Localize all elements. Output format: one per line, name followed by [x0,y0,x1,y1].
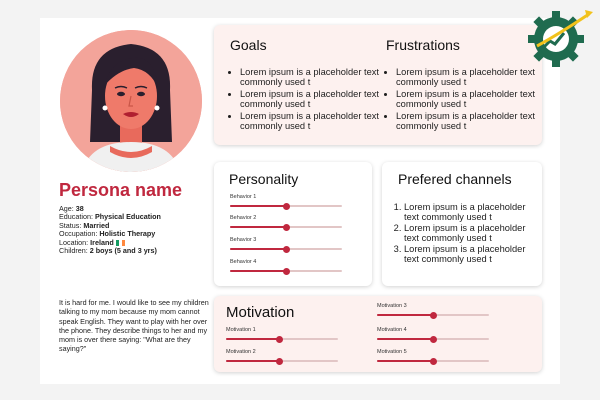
slider-label: Motivation 5 [377,349,407,355]
list-item: • Lorem ipsum is a placeholder text commonly used t [240,111,380,132]
slider-1[interactable] [230,194,342,207]
woman-portrait-icon [60,30,202,172]
slider-knob[interactable] [430,312,437,319]
slider-knob[interactable] [283,203,290,210]
slider-label: Behavior 1 [230,194,257,200]
slider-fill [230,270,286,272]
slider-fill [226,338,280,340]
list-item: • Lorem ipsum is a placeholder text commonly used t [396,89,536,110]
slider-fill [377,314,433,316]
frustrations-list [386,67,536,132]
list-item: • Lorem ipsum is a placeholder text commonly used t [240,67,380,88]
motivation-title: Motivation [226,304,295,321]
persona-avatar [60,30,202,172]
slider-knob[interactable] [276,336,283,343]
slider-label: Motivation 2 [226,349,256,355]
list-item: • Lorem ipsum is a placeholder text commonly used t [396,67,536,88]
slider-fill [377,338,433,340]
slider-2[interactable] [226,349,338,362]
channels-list [390,202,536,265]
slider-knob[interactable] [283,268,290,275]
slider-knob[interactable] [430,358,437,365]
slider-3[interactable] [230,237,342,250]
slider-5[interactable] [377,349,489,362]
fact-age: Age: 38 [59,204,84,213]
slider-track[interactable] [230,270,342,272]
slider-fill [230,226,286,228]
channels-card [382,162,542,286]
slider-track[interactable] [377,314,489,316]
logo [523,6,595,68]
slider-fill [230,248,286,250]
slider-fill [377,360,433,362]
slider-track[interactable] [377,360,489,362]
list-item: 1. Lorem ipsum is a placeholder text commonly used t [404,202,536,223]
list-item: • Lorem ipsum is a placeholder text commonly used t [240,89,380,110]
fact-status: Status: Married [59,220,110,230]
slider-knob[interactable] [430,336,437,343]
slider-label: Motivation 3 [377,303,407,309]
personality-card [214,162,372,286]
personality-title: Personality [229,171,299,187]
channels-title: Prefered channels [398,171,512,187]
persona-name: Persona name [59,180,183,200]
slider-knob[interactable] [283,224,290,231]
motivation-card [214,296,542,372]
slider-2[interactable] [230,215,342,228]
slider-fill [230,205,286,207]
slider-track[interactable] [230,205,342,207]
goals-title: Goals [230,37,267,53]
slider-track[interactable] [226,338,338,340]
gear-chart-logo-icon [523,6,595,68]
slider-knob[interactable] [276,358,283,365]
fact-children: Children: 2 boys (5 and 3 yrs) [59,246,157,256]
fact-education: Education: Physical Education [59,212,161,222]
persona-facts [59,205,209,255]
slider-track[interactable] [226,360,338,362]
goals-frustrations-card [214,25,542,145]
slider-label: Behavior 4 [230,259,257,265]
goals-list [230,67,380,132]
slider-1[interactable] [226,327,338,340]
fact-location: Location: Ireland [59,239,209,247]
slider-label: Motivation 1 [226,327,256,333]
slider-track[interactable] [230,226,342,228]
slider-3[interactable] [377,303,489,316]
slider-label: Behavior 2 [230,215,257,221]
slider-fill [226,360,280,362]
slider-4[interactable] [230,259,342,272]
list-item: • Lorem ipsum is a placeholder text commonly used t [396,111,536,132]
list-item: 3. Lorem ipsum is a placeholder text commonly used t [404,244,536,265]
slider-4[interactable] [377,327,489,340]
frustrations-title: Frustrations [386,37,460,53]
slider-track[interactable] [230,248,342,250]
persona-quote: It is hard for me. I would like to see my children talking to my mom because my mom cannot speak English. They want to play with her over the phone. They describe things to her and my mom is over there saying: "What are they saying?" [59,298,209,354]
list-item: 2. Lorem ipsum is a placeholder text commonly used t [404,223,536,244]
slider-label: Behavior 3 [230,237,257,243]
fact-occupation: Occupation: Holistic Therapy [59,229,156,239]
slider-knob[interactable] [283,246,290,253]
ireland-flag-icon [116,240,125,246]
slider-label: Motivation 4 [377,327,407,333]
slider-track[interactable] [377,338,489,340]
